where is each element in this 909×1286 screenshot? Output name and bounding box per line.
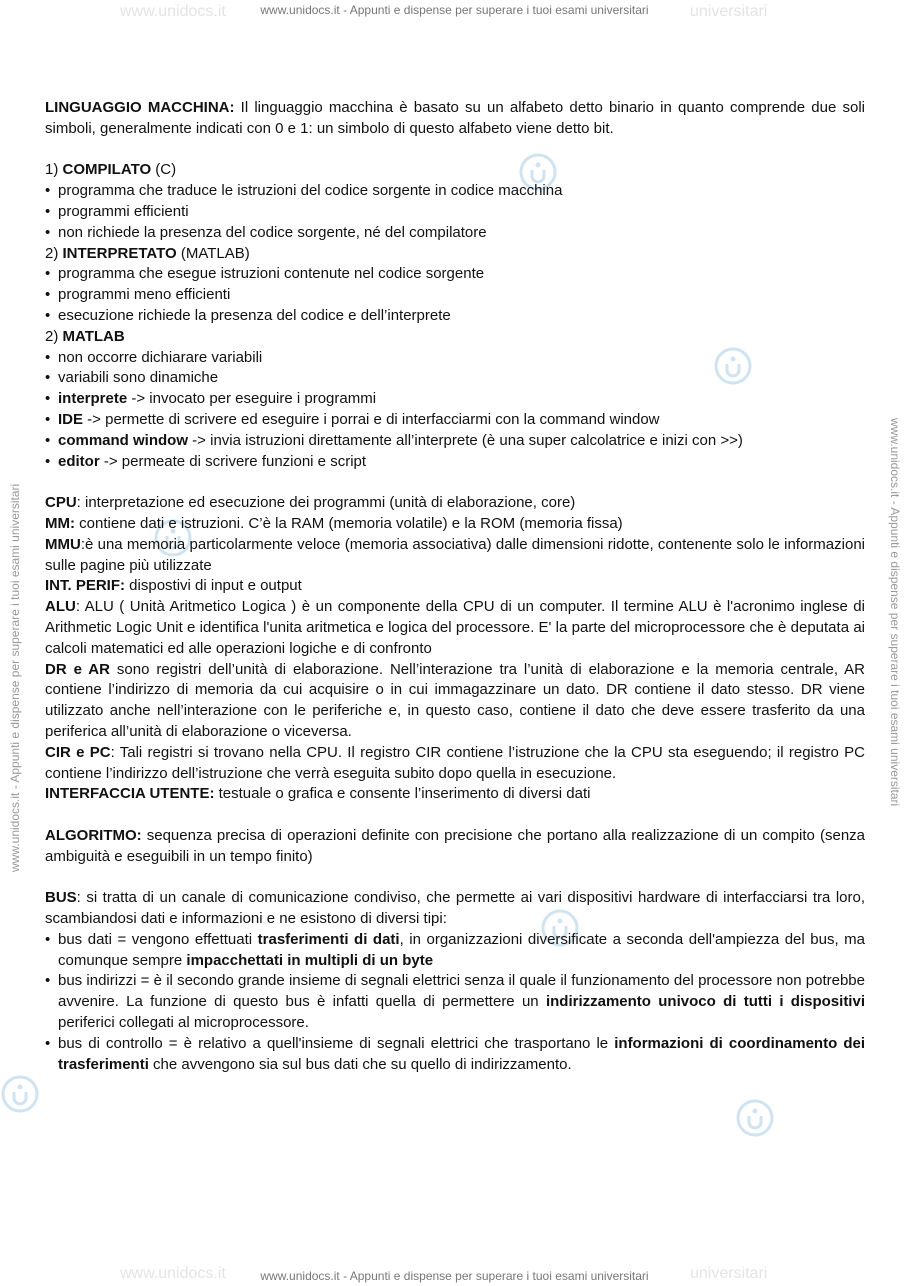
term: LINGUAGGIO MACCHINA: bbox=[45, 99, 235, 116]
matlab-list bbox=[45, 348, 865, 473]
footer-watermark: www.unidocs.it - Appunti e dispense per superare i tuoi esami universitari bbox=[260, 1269, 649, 1283]
unidocs-logo-icon bbox=[0, 1074, 40, 1114]
list-item: • bus indirizzi = è il secondo grande insieme di segnali elettrici senza il quale il funzionamento del processore non potrebbe avvenire. La funzione di questo bus è infatti quella di permettere un indirizzamento univoco di tutti i dispositivi periferici collegati al microprocessore. bbox=[45, 971, 865, 1033]
section-title: COMPILATO bbox=[62, 161, 152, 179]
list-item: • non occorre dichiarare variabili bbox=[45, 348, 865, 369]
bus-list bbox=[45, 930, 865, 1076]
definition-int-perif: INT. PERIF: dispostivi di input e output bbox=[45, 577, 302, 595]
definition-interfaccia-utente: INTERFACCIA UTENTE: testuale o grafica e consente l’inserimento di diversi dati bbox=[45, 785, 591, 803]
footer-ghost-watermark-left: www.unidocs.it bbox=[120, 1265, 226, 1282]
definition-cpu: CPU: interpretazione ed esecuzione dei programmi (unità di elaborazione, core) bbox=[45, 494, 576, 512]
list-item: • esecuzione richiede la presenza del codice e dell’interprete bbox=[45, 306, 865, 327]
list-item: • bus di controllo = è relativo a quell'insieme di segnali elettrici che trasportano le informazioni di coordinamento dei trasferimenti che avvengono sia sul bus dati che su quello di indirizzamento. bbox=[45, 1034, 865, 1076]
left-side-watermark: www.unidocs.it - Appunti e dispense per superare i tuoi esami universitari bbox=[8, 483, 22, 872]
footer-ghost-watermark-right: universitari bbox=[690, 1265, 768, 1282]
section-note: (MATLAB) bbox=[176, 244, 250, 262]
header-ghost-watermark-right: universitari bbox=[690, 3, 768, 20]
list-item: • command window -> invia istruzioni direttamente all’interprete (è una super calcolatrice e inizi con >>) bbox=[45, 431, 865, 452]
definition-mmu: MMU:è una memoria particolarmente veloce (memoria associativa) dalle dimensioni ridotte, contenente solo le informazioni sulle pagine più utilizzate bbox=[45, 535, 865, 574]
section-interpretato bbox=[45, 244, 865, 265]
list-item: • editor -> permeate di scrivere funzioni e script bbox=[45, 452, 865, 473]
interpretato-list bbox=[45, 264, 865, 326]
paragraph-linguaggio-macchina bbox=[45, 98, 865, 140]
definition: Il linguaggio macchina è basato su un alfabeto detto binario in quanto comprende due soli simboli, generalmente indicati con 0 e 1: un simbolo di questo alfabeto viene detto bit. bbox=[45, 99, 865, 137]
list-item: • interprete -> invocato per eseguire i programmi bbox=[45, 389, 865, 410]
definition-mm: MM: contiene dati e istruzioni. C’è la RAM (memoria volatile) e la ROM (memoria fissa) bbox=[45, 514, 623, 532]
paragraph-algoritmo: ALGORITMO: sequenza precisa di operazioni definite con precisione che portano alla realizzazione di un compito (senza ambiguità e eseguibili in un tempo finito) bbox=[45, 826, 865, 865]
list-item: • bus dati = vengono effettuati trasferimenti di dati, in organizzazioni diversificate a seconda dell'ampiezza del bus, ma comunque sempre impacchettati in multipli di un byte bbox=[45, 930, 865, 972]
list-item: • variabili sono dinamiche bbox=[45, 368, 865, 389]
definition-cir-pc: CIR e PC: Tali registri si trovano nella CPU. Il registro CIR contiene l’istruzione che la CPU sta eseguendo; il registro PC contiene l’indirizzo dell’istruzione che verrà eseguita subito dopo quella in esecuzione. bbox=[45, 743, 866, 782]
right-side-watermark: www.unidocs.it - Appunti e dispense per superare i tuoi esami universitari bbox=[888, 418, 902, 807]
section-compilato bbox=[45, 160, 865, 181]
section-number: 1) bbox=[45, 161, 63, 179]
definition-alu: ALU: ALU ( Unità Aritmetico Logica ) è un componente della CPU di un computer. Il termine ALU è l'acronimo inglese di Arithmetic Logic Unit e identifica l'unita aritmetica e logica del processore. E' la parte del microprocessore che è deputata ai calcoli matematici ed alle operazioni logiche e di confronto bbox=[45, 598, 865, 657]
header-watermark: www.unidocs.it - Appunti e dispense per superare i tuoi esami universitari bbox=[260, 3, 649, 17]
section-title: MATLAB bbox=[62, 327, 125, 345]
list-item: • non richiede la presenza del codice sorgente, né del compilatore bbox=[45, 223, 865, 244]
document-body bbox=[45, 98, 865, 1075]
section-number: 2) bbox=[45, 327, 63, 345]
section-matlab bbox=[45, 327, 865, 348]
list-item: • programmi efficienti bbox=[45, 202, 865, 223]
compilato-list bbox=[45, 181, 865, 243]
definition-dr-ar: DR e AR sono registri dell’unità di elaborazione. Nell’interazione tra l’unità di elaborazione e la memoria centrale, AR contiene l’indirizzo di memoria da cui acquisire o in cui immagazzinare un dato. DR contiene il dato stesso. DR viene utilizzato anche nell’interazione con le periferiche e, in questo caso, contiene il dato che deve essere trasferito da una periferica all’unità di elaborazione o viceversa. bbox=[45, 660, 865, 740]
paragraph-bus: BUS: si tratta di un canale di comunicazione condiviso, che permette ai vari dispositivi hardware di interfacciarsi tra loro, scambiandosi dati e informazioni e ne esistono di diversi tipi: bbox=[45, 889, 865, 928]
section-number: 2) bbox=[45, 244, 63, 262]
list-item: • programma che esegue istruzioni contenute nel codice sorgente bbox=[45, 264, 865, 285]
list-item: • programma che traduce le istruzioni del codice sorgente in codice macchina bbox=[45, 181, 865, 202]
header-ghost-watermark-left: www.unidocs.it bbox=[120, 3, 226, 20]
section-note: (C) bbox=[151, 161, 177, 179]
section-title: INTERPRETATO bbox=[62, 244, 177, 262]
unidocs-logo-icon bbox=[735, 1098, 775, 1138]
list-item: • IDE -> permette di scrivere ed eseguire i porrai e di interfacciarmi con la command window bbox=[45, 410, 865, 431]
list-item: • programmi meno efficienti bbox=[45, 285, 865, 306]
